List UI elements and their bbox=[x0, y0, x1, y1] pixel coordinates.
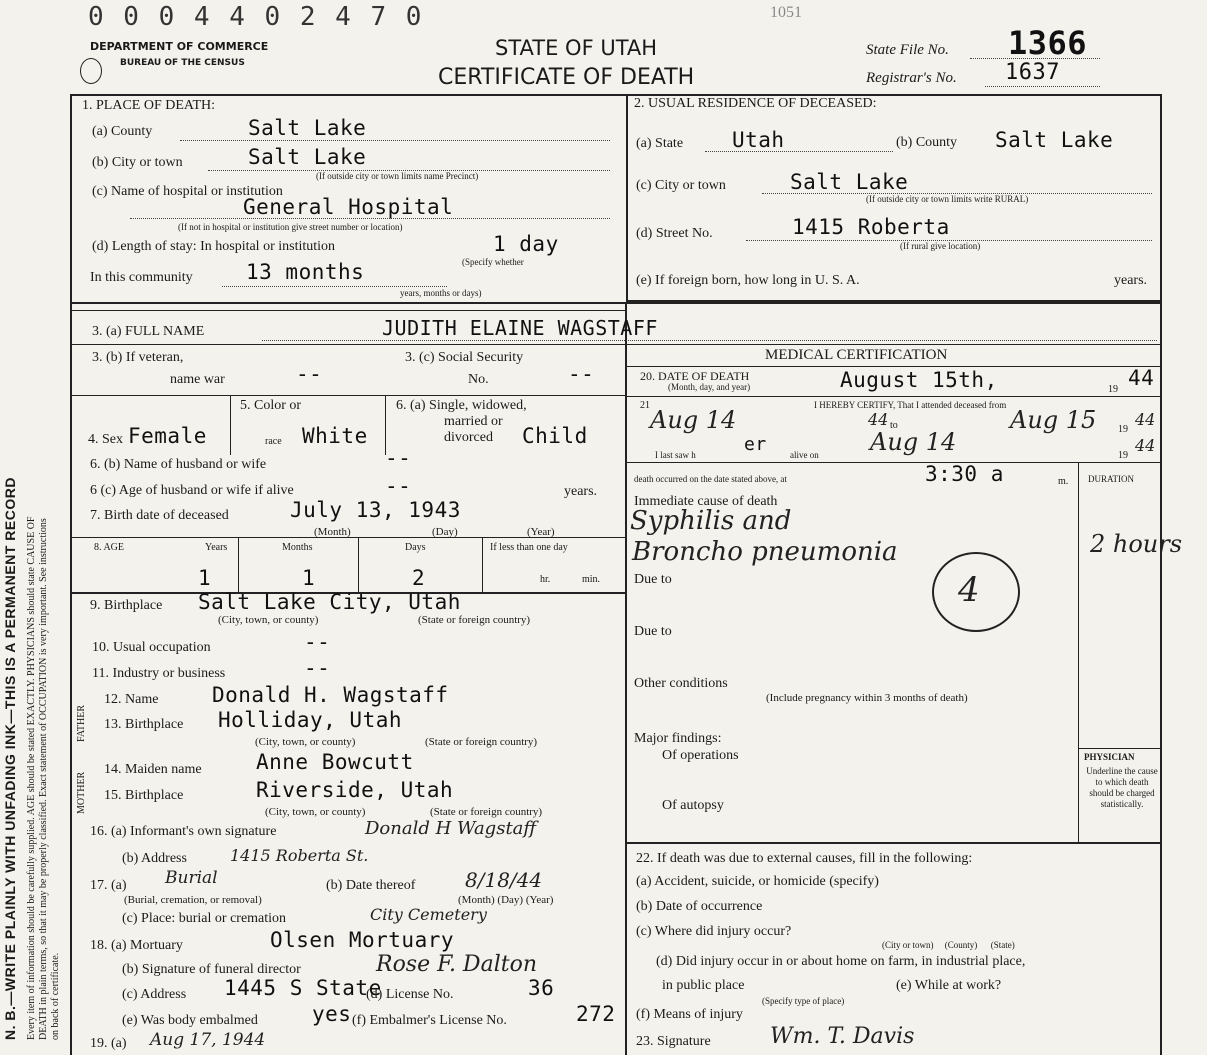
mother-birthplace-label: 15. Birthplace bbox=[104, 788, 184, 803]
filed-label: 19. (a) bbox=[90, 1036, 127, 1051]
mortuary: Olsen Mortuary bbox=[270, 928, 455, 952]
cause-duration: 2 hours bbox=[1090, 530, 1183, 558]
father-city-note: (City, town, or county) bbox=[255, 736, 356, 748]
col-line bbox=[1078, 462, 1079, 842]
marital-status: Child bbox=[522, 424, 588, 448]
att-to-year-prefix: 19 bbox=[1118, 424, 1128, 435]
burial-place-label: (c) Place: burial or cremation bbox=[122, 911, 287, 926]
attended-to: Aug 15 bbox=[1010, 406, 1097, 434]
county-label: (a) County bbox=[92, 124, 153, 139]
col-line bbox=[482, 537, 483, 592]
race: White bbox=[302, 424, 368, 448]
informant-address: 1415 Roberta St. bbox=[230, 846, 369, 865]
seal-icon bbox=[80, 58, 102, 84]
physician-signature: Wm. T. Davis bbox=[770, 1024, 915, 1049]
date-of-death: August 15th, bbox=[840, 368, 998, 392]
row-line bbox=[1078, 748, 1162, 749]
external-causes-heading: 22. If death was due to external causes, fill in the following: bbox=[636, 851, 973, 866]
mother-state-note: (State or foreign country) bbox=[430, 806, 543, 818]
sex: Female bbox=[128, 424, 207, 448]
alive-on-date: Aug 14 bbox=[870, 428, 957, 456]
mother-name: Anne Bowcutt bbox=[256, 750, 414, 774]
res-state-label: (a) State bbox=[636, 136, 684, 151]
mother-city-note: (City, town, or county) bbox=[265, 806, 366, 818]
veteran-label: 3. (b) If veteran, bbox=[92, 350, 184, 365]
birth-year-note: (Year) bbox=[527, 526, 555, 538]
certify-number: 21 bbox=[640, 400, 650, 411]
ssn-label-2: No. bbox=[468, 372, 489, 387]
occupation: -- bbox=[304, 630, 331, 654]
stay-note: (Specify whether bbox=[462, 257, 524, 267]
hospital-label: (c) Name of hospital or institution bbox=[92, 184, 283, 199]
external-f: (f) Means of injury bbox=[636, 1007, 743, 1022]
age-years-label: Years bbox=[205, 542, 228, 553]
community-note: years, months or days) bbox=[400, 288, 482, 298]
signature-label: 23. Signature bbox=[636, 1034, 711, 1049]
license-label: (d) License No. bbox=[366, 987, 454, 1002]
city-label: (b) City or town bbox=[92, 155, 183, 170]
birthplace-city-note: (City, town, or county) bbox=[218, 614, 319, 626]
full-name-label: 3. (a) FULL NAME bbox=[92, 324, 205, 339]
residence-heading: 2. USUAL RESIDENCE OF DECEASED: bbox=[634, 96, 877, 111]
death-year-prefix: 19 bbox=[1108, 384, 1118, 395]
res-street-label: (d) Street No. bbox=[636, 226, 713, 241]
father-side-label: FATHER bbox=[76, 704, 87, 742]
birth-date: July 13, 1943 bbox=[290, 498, 461, 522]
mortuary-address-label: (c) Address bbox=[122, 987, 187, 1002]
last-saw-pronoun: er bbox=[744, 434, 767, 455]
marital-label-3: divorced bbox=[444, 430, 493, 445]
birth-day-note: (Day) bbox=[432, 526, 458, 538]
spouse-age-label: 6 (c) Age of husband or wife if alive bbox=[90, 483, 294, 498]
registrar-number: 1637 bbox=[1005, 60, 1060, 85]
res-street: 1415 Roberta bbox=[792, 215, 950, 239]
due-to-2: Due to bbox=[634, 624, 672, 639]
burial-label: 17. (a) bbox=[90, 878, 127, 893]
veteran-label-2: name war bbox=[170, 372, 225, 387]
external-d: (d) Did injury occur in or about home on farm, in industrial place, bbox=[656, 954, 1026, 969]
due-to-1: Due to bbox=[634, 572, 672, 587]
community-line bbox=[222, 286, 447, 287]
dept-title: DEPARTMENT OF COMMERCE bbox=[90, 40, 269, 53]
medical-heading: MEDICAL CERTIFICATION bbox=[765, 347, 948, 363]
age-months: 1 bbox=[302, 566, 316, 590]
full-name: JUDITH ELAINE WAGSTAFF bbox=[382, 316, 658, 340]
license-number: 36 bbox=[528, 976, 555, 1000]
registrar-line bbox=[985, 86, 1100, 87]
margin-line-1: Every item of information should be carefully supplied. AGE should be stated EXACTLY. PHYSICIANS should state CAUSE OF bbox=[26, 516, 37, 1040]
stay-label: (d) Length of stay: In hospital or institution bbox=[92, 239, 336, 254]
age-less-label: If less than one day bbox=[490, 542, 568, 553]
spouse: -- bbox=[385, 446, 412, 470]
foreign-years: years. bbox=[1114, 273, 1148, 288]
race-label: race bbox=[265, 436, 282, 447]
informant-address-label: (b) Address bbox=[122, 851, 187, 866]
time-of-death: 3:30 a bbox=[925, 462, 1004, 486]
birth-month-note: (Month) bbox=[314, 526, 351, 538]
time-m: m. bbox=[1058, 476, 1069, 487]
mortuary-label: 18. (a) Mortuary bbox=[90, 938, 183, 953]
burial-place: City Cemetery bbox=[370, 905, 487, 924]
burial-method: Burial bbox=[165, 868, 218, 888]
age-label: 8. AGE bbox=[94, 542, 124, 553]
birthplace: Salt Lake City, Utah bbox=[198, 590, 461, 614]
spouse-label: 6. (b) Name of husband or wife bbox=[90, 457, 267, 472]
of-autopsy: Of autopsy bbox=[662, 798, 724, 813]
other-conditions-note: (Include pregnancy within 3 months of death) bbox=[766, 692, 968, 704]
place-heading: 1. PLACE OF DEATH: bbox=[82, 98, 216, 113]
sex-label: 4. Sex bbox=[88, 432, 123, 447]
row-line bbox=[70, 310, 626, 311]
spouse-age-unit: years. bbox=[564, 484, 598, 499]
external-d-2: in public place bbox=[662, 978, 745, 993]
of-operations: Of operations bbox=[662, 748, 739, 763]
ssn-label: 3. (c) Social Security bbox=[405, 350, 524, 365]
father-birthplace-label: 13. Birthplace bbox=[104, 717, 184, 732]
age-days: 2 bbox=[412, 566, 426, 590]
veteran: -- bbox=[296, 362, 323, 386]
father-name-label: 12. Name bbox=[104, 692, 159, 707]
stay-length: 1 day bbox=[493, 232, 559, 256]
birth-label: 7. Birth date of deceased bbox=[90, 508, 229, 523]
attended-from-year: 44 bbox=[868, 410, 889, 429]
stamp-number: 1051 bbox=[770, 4, 802, 21]
color-label: 5. Color or bbox=[240, 398, 302, 413]
state-file-label: State File No. bbox=[866, 42, 949, 58]
physician-note: Underline the cause to which death should be charged statistically. bbox=[1086, 766, 1158, 809]
row-line bbox=[70, 395, 626, 396]
other-conditions: Other conditions bbox=[634, 676, 728, 691]
burial-date-label: (b) Date thereof bbox=[326, 878, 416, 893]
marital-label: 6. (a) Single, widowed, bbox=[396, 398, 527, 413]
external-c-note: (City or town) (County) (State) bbox=[882, 940, 1015, 950]
mother-side-label: MOTHER bbox=[76, 771, 87, 814]
spouse-age: -- bbox=[385, 474, 412, 498]
death-year: 44 bbox=[1128, 366, 1155, 390]
ssn: -- bbox=[568, 362, 595, 386]
col-line bbox=[230, 395, 231, 455]
occurred-label: death occurred on the date stated above, at bbox=[634, 474, 787, 484]
immediate-cause-label: Immediate cause of death bbox=[634, 494, 778, 509]
place-divider bbox=[70, 302, 1162, 304]
date-of-death-note: (Month, day, and year) bbox=[668, 382, 751, 392]
community-label: In this community bbox=[90, 270, 193, 285]
margin-instructions bbox=[26, 517, 62, 1041]
embalmed-label: (e) Was body embalmed bbox=[122, 1013, 258, 1028]
alive-on-label: alive on bbox=[790, 450, 819, 460]
res-county: Salt Lake bbox=[995, 128, 1114, 152]
mother-birthplace: Riverside, Utah bbox=[256, 778, 454, 802]
res-street-note: (If rural give location) bbox=[900, 241, 981, 251]
row-line bbox=[626, 842, 1162, 844]
age-hr: hr. bbox=[540, 574, 551, 585]
cause-of-death: Syphilis and bbox=[630, 506, 792, 536]
res-state: Utah bbox=[732, 128, 785, 152]
certificate-title: CERTIFICATE OF DEATH bbox=[438, 65, 695, 90]
date-of-death-label: 20. DATE OF DEATH bbox=[640, 369, 750, 383]
res-city-label: (c) City or town bbox=[636, 178, 726, 193]
res-county-label: (b) County bbox=[896, 135, 958, 150]
res-city-note: (If outside city or town limits write RURAL) bbox=[866, 194, 1029, 204]
row-line bbox=[626, 396, 1162, 397]
last-saw-label: I last saw h bbox=[655, 450, 696, 460]
col-line bbox=[238, 537, 239, 592]
margin-line-3: on back of certificate. bbox=[50, 952, 61, 1040]
age-min: min. bbox=[582, 574, 601, 585]
external-d-note: (Specify type of place) bbox=[762, 996, 845, 1006]
full-name-line bbox=[262, 340, 1157, 341]
margin-line-2: DEATH in plain terms, so that it may be properly classified. Exact statement of OCCUPATION is very important. See instructions bbox=[38, 518, 49, 1040]
informant-label: 16. (a) Informant's own signature bbox=[90, 824, 277, 839]
age-days-label: Days bbox=[405, 542, 426, 553]
occupation-label: 10. Usual occupation bbox=[92, 640, 211, 655]
document-number: 0 0 0 4 4 0 2 4 7 0 bbox=[88, 2, 424, 32]
age-months-label: Months bbox=[282, 542, 313, 553]
age-years: 1 bbox=[198, 566, 212, 590]
director-signature: Rose F. Dalton bbox=[376, 952, 537, 977]
to-label: to bbox=[890, 420, 898, 431]
industry-label: 11. Industry or business bbox=[92, 666, 226, 681]
bureau-title: BUREAU OF THE CENSUS bbox=[120, 58, 245, 68]
embalmed: yes bbox=[312, 1002, 352, 1026]
state-title: STATE OF UTAH bbox=[495, 36, 658, 60]
row-line bbox=[626, 366, 1162, 367]
embalmer-license: 272 bbox=[576, 1002, 616, 1026]
registrar-label: Registrar's No. bbox=[866, 70, 957, 86]
state-file-number: 1366 bbox=[1008, 24, 1088, 62]
industry: -- bbox=[304, 656, 331, 680]
father-state-note: (State or foreign country) bbox=[425, 736, 538, 748]
external-e: (e) While at work? bbox=[896, 978, 1002, 993]
circled-code-value: 4 bbox=[958, 570, 980, 610]
hospital-name: General Hospital bbox=[243, 195, 454, 219]
external-a: (a) Accident, suicide, or homicide (specify) bbox=[636, 874, 879, 889]
cause-of-death-2: Broncho pneumonia bbox=[632, 537, 898, 567]
row-line bbox=[626, 462, 1162, 463]
county-line bbox=[180, 140, 610, 141]
father-birthplace: Holliday, Utah bbox=[218, 708, 403, 732]
marital-label-2: married or bbox=[444, 414, 503, 429]
foreign-label: (e) If foreign born, how long in U. S. A. bbox=[636, 273, 860, 288]
attended-to-year: 44 bbox=[1135, 410, 1156, 429]
mortuary-address: 1445 S State bbox=[224, 976, 382, 1000]
res-city: Salt Lake bbox=[790, 170, 909, 194]
physician-box: PHYSICIAN bbox=[1084, 752, 1135, 762]
certify-text: I HEREBY CERTIFY, That I attended deceased from bbox=[814, 400, 1007, 410]
burial-date: 8/18/44 bbox=[465, 868, 543, 892]
birthplace-state-note: (State or foreign country) bbox=[418, 614, 531, 626]
margin-warning: N. B.—WRITE PLAINLY WITH UNFADING INK—THIS IS A PERMANENT RECORD bbox=[2, 477, 18, 1040]
hospital-note: (If not in hospital or institution give street number or location) bbox=[178, 222, 403, 232]
mother-name-label: 14. Maiden name bbox=[104, 762, 202, 777]
major-findings: Major findings: bbox=[634, 731, 722, 746]
col-line bbox=[358, 537, 359, 592]
alive-year-prefix: 19 bbox=[1118, 450, 1128, 461]
death-county: Salt Lake bbox=[248, 116, 367, 140]
external-c: (c) Where did injury occur? bbox=[636, 924, 792, 939]
informant-signature: Donald H Wagstaff bbox=[365, 818, 537, 839]
birthplace-label: 9. Birthplace bbox=[90, 598, 163, 613]
col-line bbox=[625, 302, 627, 1055]
burial-date-note: (Month) (Day) (Year) bbox=[458, 894, 554, 906]
alive-on-year: 44 bbox=[1135, 436, 1156, 455]
father-name: Donald H. Wagstaff bbox=[212, 683, 449, 707]
death-city: Salt Lake bbox=[248, 145, 367, 169]
burial-note: (Burial, cremation, or removal) bbox=[124, 894, 262, 906]
filed-date: Aug 17, 1944 bbox=[150, 1030, 266, 1050]
director-label: (b) Signature of funeral director bbox=[122, 962, 301, 977]
external-b: (b) Date of occurrence bbox=[636, 899, 763, 914]
attended-from: Aug 14 bbox=[650, 406, 737, 434]
row-line bbox=[70, 344, 1162, 345]
duration-label: DURATION bbox=[1088, 474, 1134, 484]
city-note: (If outside city or town limits name Precinct) bbox=[316, 171, 479, 181]
embalmer-label: (f) Embalmer's License No. bbox=[352, 1013, 507, 1028]
community-length: 13 months bbox=[246, 260, 365, 284]
